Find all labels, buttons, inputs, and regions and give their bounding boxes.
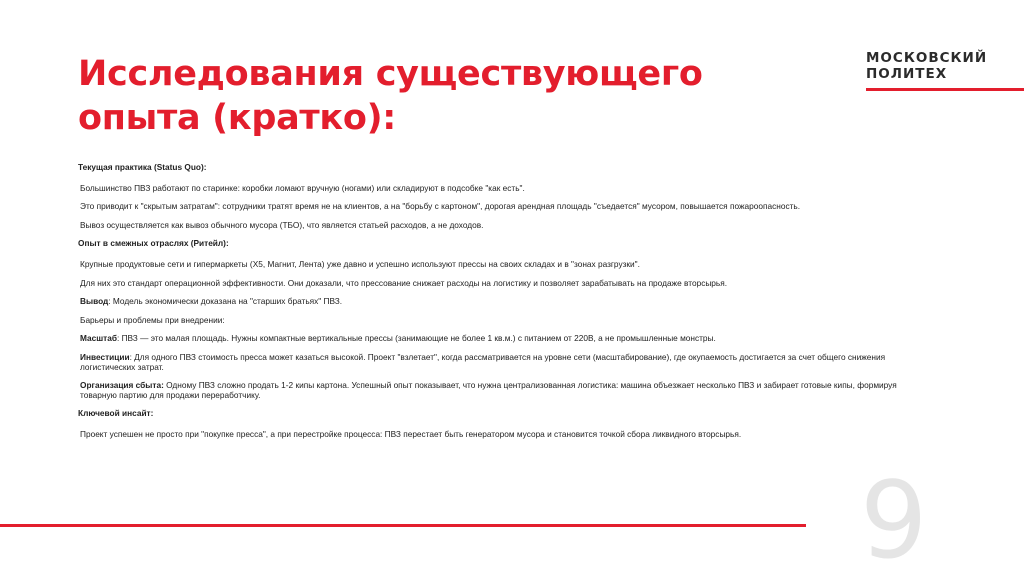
insight-text: Проект успешен не просто при "покупке пресса", а при перестройке процесса: ПВЗ перестает быть генератором мусора и становится точкой сбора ликвидного вторсырья. [80,428,742,439]
insight-heading: Ключевой инсайт: [78,408,154,419]
retail-point-1: Крупные продуктовые сети и гипермаркеты (Х5, Магнит, Лента) уже давно и успешно используют прессы на своих складах и в "зонах разгрузки". [80,258,640,269]
conclusion-paragraph [78,297,918,307]
investment-text: : Для одного ПВЗ стоимость пресса может казаться высокой. Проект "взлетает", когда рассматривается на уровне сети (масштабирование), где окупаемость достигается за счет общего снижения логистических затрат. [80,351,886,372]
scale-label: Масштаб [80,333,117,344]
barriers-heading: Барьеры и проблемы при внедрении: [80,314,225,325]
scale-paragraph [78,334,918,344]
logo-underline [866,88,1024,91]
status-quo-point-3: Вывоз осуществляется как вывоз обычного мусора (ТБО), что является статьей расходов, а не доходов. [80,219,484,230]
logo-line-2: ПОЛИТЕХ [866,66,948,82]
sales-text: Одному ПВЗ сложно продать 1-2 кипы картона. Успешный опыт показывает, что нужна централизованная логистика: машина объезжает несколько ПВЗ и забирает готовые кипы, формируя товарную партию для продажи переработчику. [80,380,897,400]
retail-point-2: Для них это стандарт операционной эффективности. Они доказали, что прессование снижает расходы на логистику и позволяет зарабатывать на продаже вторсырья. [80,277,728,288]
status-quo-point-2: Это приводит к "скрытым затратам": сотрудники тратят время не на клиентов, а на "борьбу с картоном", дорогая арендная площадь "съедается" мусором, повышается пожароопасность. [80,201,801,212]
status-quo-heading: Текущая практика (Status Quo): [78,162,207,172]
slide-content [78,163,918,440]
sales-label: Организация сбыта: [80,380,164,391]
status-quo-point-1: Большинство ПВЗ работают по старинке: коробки ломают вручную (ногами) или складируют в подсобке "как есть". [80,182,525,193]
investment-paragraph [78,353,918,372]
conclusion-label: Вывод [80,296,109,307]
conclusion-text: : Модель экономически доказана на "старших братьях" ПВЗ. [108,296,343,307]
investment-label: Инвестиции [80,351,130,362]
bottom-divider [0,524,806,527]
scale-text: : ПВЗ — это малая площадь. Нужны компактные вертикальные прессы (занимающие не более 1 кв.м.) с питанием от 220В, а не промышленные монстры. [116,333,716,344]
page-number: 9 [860,459,928,582]
slide-title: Исследования существующего опыта (кратко): [78,54,703,138]
sales-paragraph [78,381,918,400]
moscow-polytech-logo [866,50,1024,82]
retail-heading: Опыт в смежных отраслях (Ритейл): [78,238,229,249]
logo-line-1: МОСКОВСКИЙ [866,50,988,66]
